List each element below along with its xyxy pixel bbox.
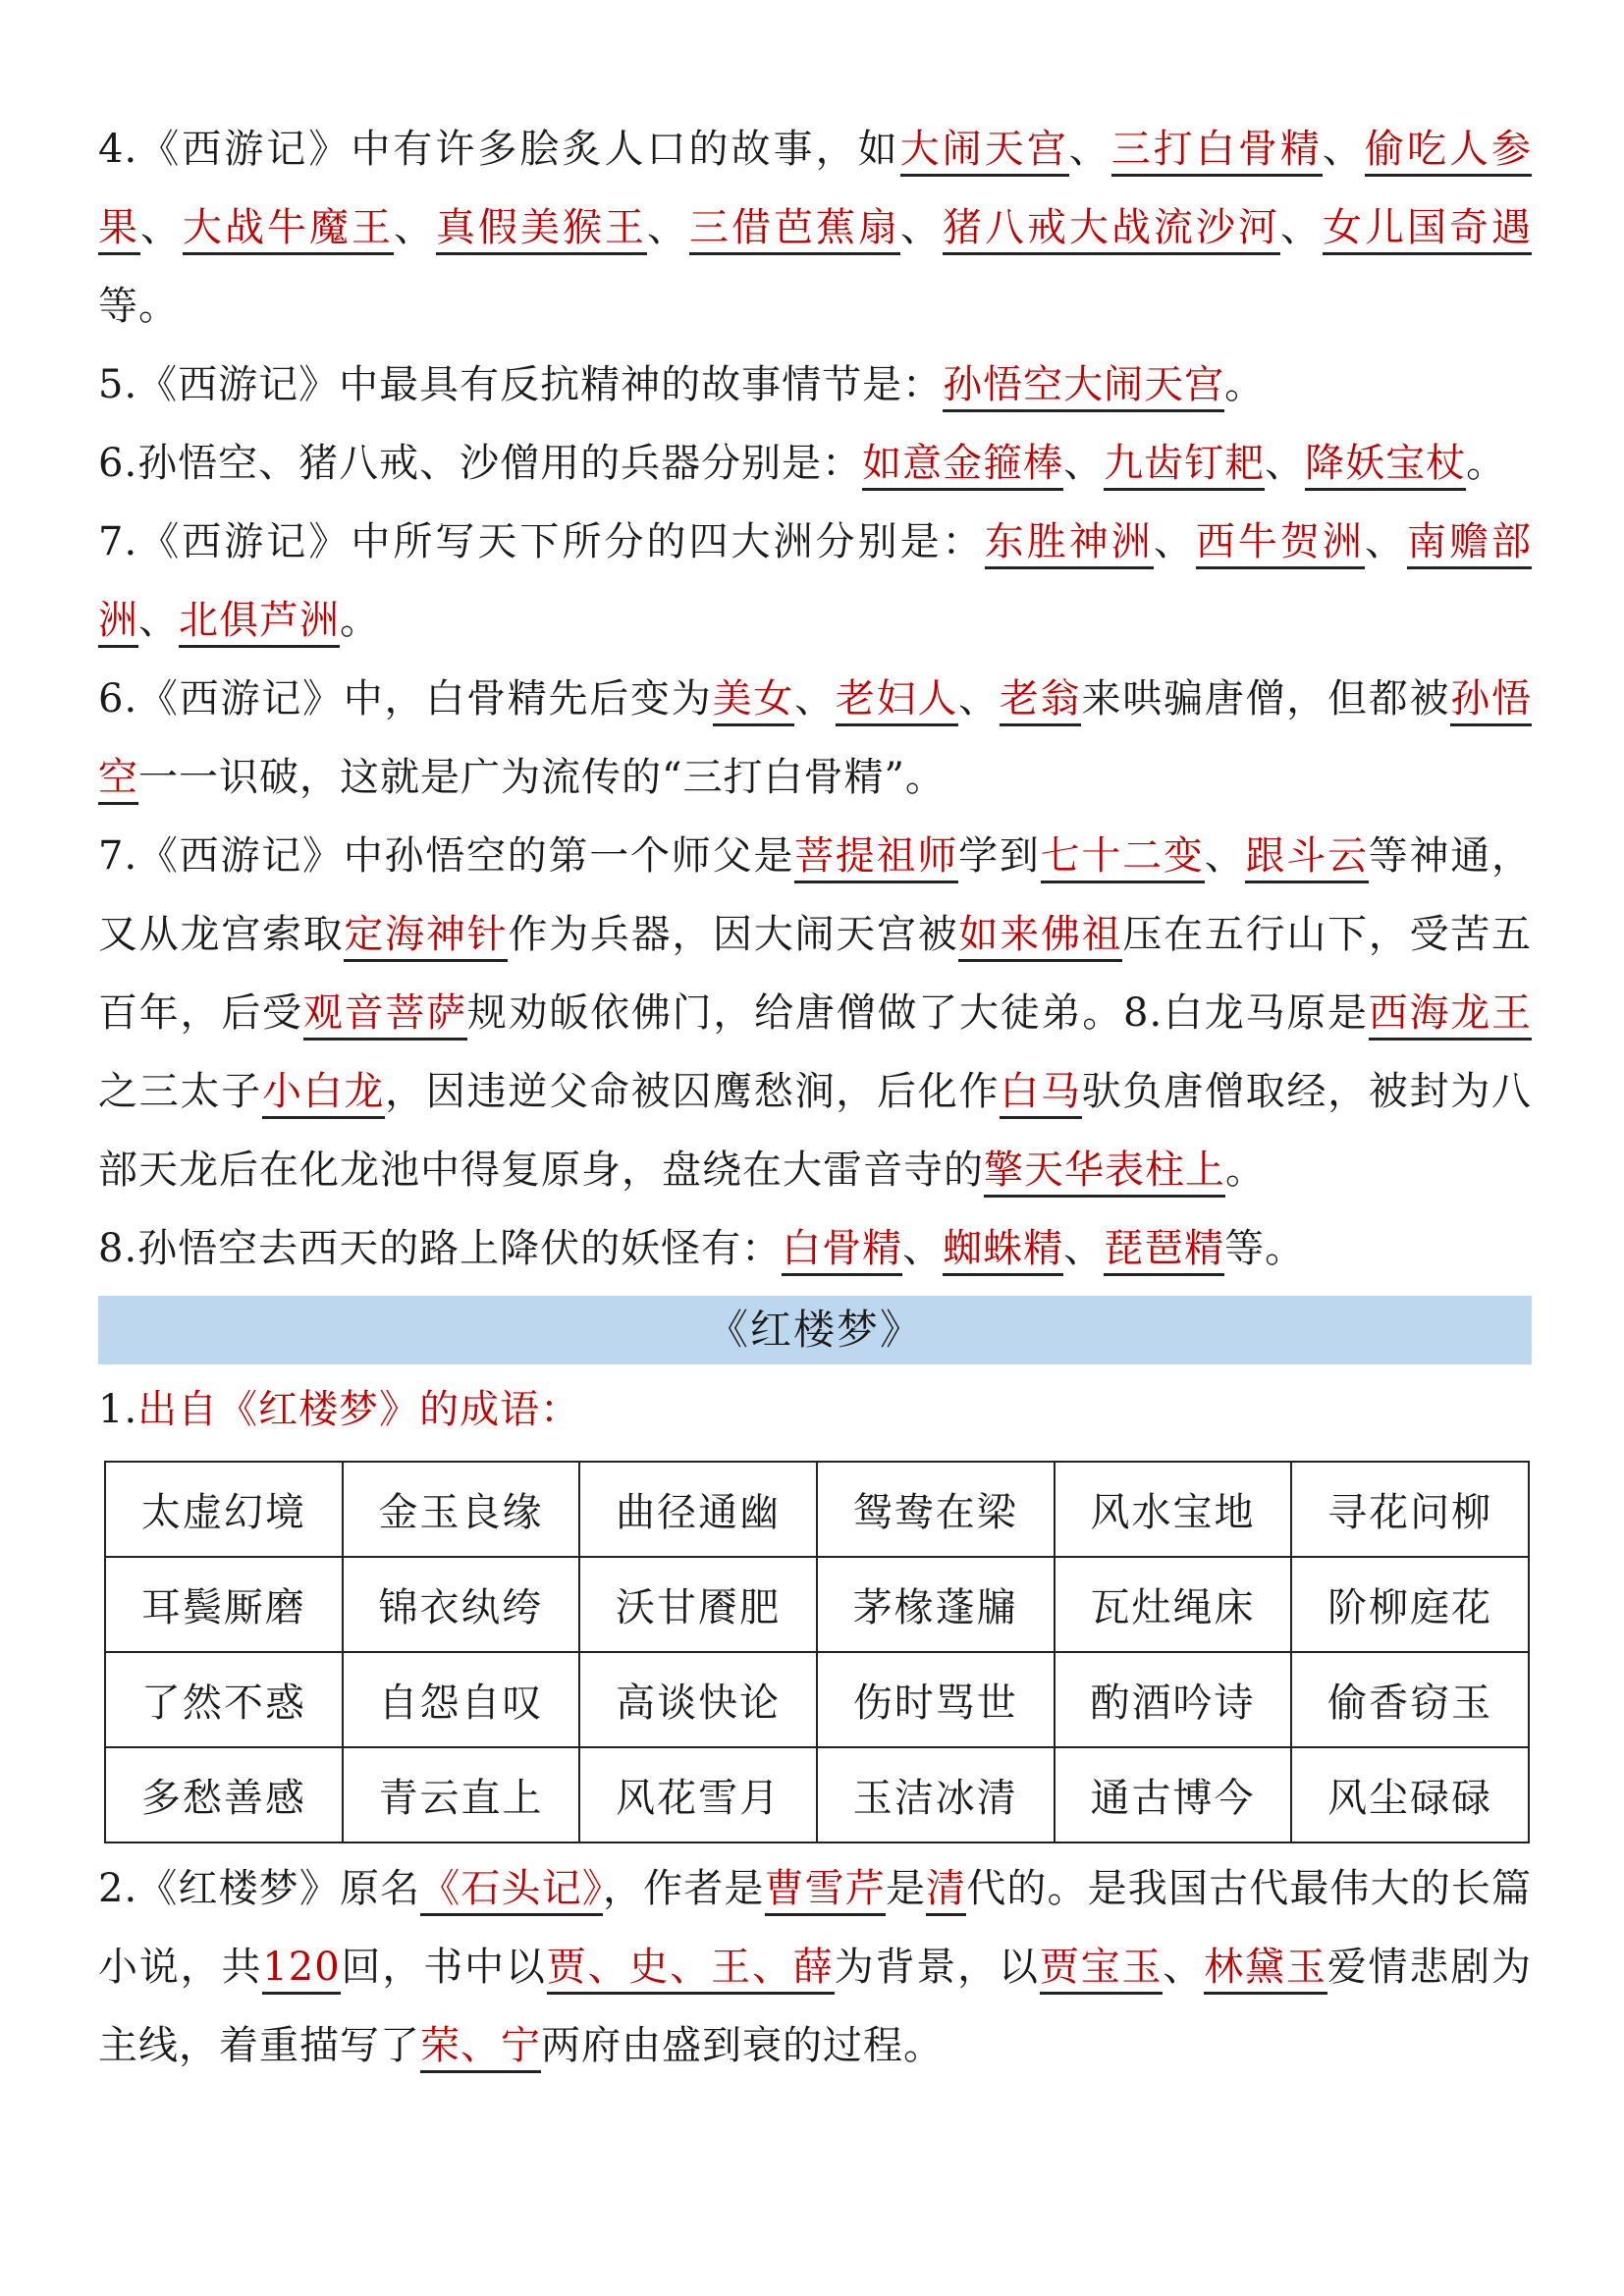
question-text: 、 (138, 598, 179, 643)
answer-blank: 九齿钉耙 (1104, 441, 1265, 491)
question-text: 、 (1163, 1945, 1205, 1990)
answer-blank: 偷吃人参果 (98, 127, 1532, 255)
question-q6a (98, 424, 1532, 503)
question-text: 5.《西游记》中最具有反抗精神的故事情节是： (98, 362, 944, 407)
idiom-cell: 风花雪月 (579, 1747, 817, 1842)
idiom-row (105, 1462, 1529, 1557)
answer-blank: 三打白骨精 (1111, 127, 1323, 177)
answer-blank: 白骨精 (782, 1226, 902, 1276)
question-text: 两府由盛到衰的过程。 (541, 2023, 944, 2068)
question-q6b (98, 660, 1532, 817)
question-text: 、 (394, 205, 436, 250)
answer-blank: 孙悟空大闹天宫 (943, 362, 1224, 412)
question-text: 、 (1322, 127, 1365, 172)
answer-blank: 孙悟空 (98, 676, 1532, 805)
answer-blank: 蜘蛛精 (943, 1226, 1063, 1276)
answer-blank: 曹雪芹 (765, 1866, 886, 1916)
question-text: 。 (1224, 362, 1266, 407)
idiom-cell: 锦衣纨绔 (343, 1557, 580, 1652)
question-text: 是 (885, 1866, 927, 1911)
question-text: 一一识破，这就是广为流传的“三打白骨精”。 (138, 755, 946, 800)
question-q5 (98, 346, 1532, 424)
idiom-cell: 阶柳庭花 (1291, 1557, 1529, 1652)
question-text: 6.《西游记》中，白骨精先后变为 (98, 676, 713, 721)
idiom-cell: 风尘碌碌 (1291, 1747, 1529, 1842)
answer-blank: 贾宝玉 (1040, 1945, 1164, 1995)
question-text: 、 (1068, 127, 1111, 172)
question-text: 压在五行山下，受苦五百年，后受 (98, 912, 1533, 1036)
idiom-cell: 瓦灶绳床 (1055, 1557, 1292, 1652)
question-text: 回，书中以 (340, 1945, 547, 1990)
question-text: 、 (1280, 205, 1323, 250)
question-q7b (98, 817, 1532, 1209)
idioms-table-wrap (98, 1461, 1532, 1843)
answer-blank: 120 (262, 1945, 340, 1995)
answer-blank: 南赡部洲 (98, 519, 1532, 648)
idiom-cell: 酌酒吟诗 (1055, 1652, 1292, 1747)
answer-blank: 跟斗云 (1245, 833, 1368, 883)
answer-blank: 三借芭蕉扇 (689, 205, 900, 255)
idiom-cell: 高谈快论 (579, 1652, 817, 1747)
answer-blank: 猪八戒大战流沙河 (943, 205, 1280, 255)
question-q8 (98, 1209, 1532, 1288)
answer-blank: 贾、史、王、薛 (547, 1945, 835, 1995)
answer-blank: 七十二变 (1041, 833, 1205, 883)
answer-blank: 老妇人 (836, 676, 958, 726)
idiom-cell: 沃甘餍肥 (579, 1557, 817, 1652)
answer-blank: 定海神针 (344, 912, 508, 962)
question-text: 代的。是我国古代最伟大的长篇小说，共 (98, 1866, 1533, 1990)
answer-blank: 擎天华表柱上 (984, 1148, 1225, 1198)
question-text: 、 (1265, 441, 1306, 486)
idiom-cell: 通古博今 (1055, 1747, 1292, 1842)
question-text: 、 (900, 205, 943, 250)
idioms-table (104, 1461, 1530, 1843)
idiom-cell: 曲径通幽 (579, 1462, 817, 1557)
question-text: 来哄骗唐僧，但都被 (1081, 676, 1451, 721)
question-text: 、 (794, 676, 836, 721)
question-text: 、 (1204, 833, 1246, 879)
question-text: 、 (140, 205, 183, 250)
answer-blank: 菩提祖师 (794, 833, 958, 883)
question-text: 、 (1153, 519, 1196, 564)
answer-blank: 北俱芦洲 (179, 598, 340, 648)
idiom-cell: 茅椽蓬牖 (817, 1557, 1055, 1652)
question-text: 、 (647, 205, 689, 250)
question-text: 。 (1466, 441, 1507, 486)
question-text: 7.《西游记》中孙悟空的第一个师父是 (98, 833, 795, 879)
question-text: 、 (1063, 1226, 1105, 1271)
xiyouji-questions (98, 110, 1532, 1288)
question-text: 6.孙悟空、猪八戒、沙僧用的兵器分别是： (98, 441, 863, 486)
idioms-intro (98, 1370, 1532, 1449)
question-text: 学到 (958, 833, 1041, 879)
section-banner-hongloumeng (98, 1296, 1532, 1364)
idiom-cell: 青云直上 (343, 1747, 580, 1842)
idiom-cell: 寻花问柳 (1291, 1462, 1529, 1557)
answer-blank: 林黛玉 (1204, 1945, 1327, 1995)
idiom-cell: 玉洁冰清 (817, 1747, 1055, 1842)
idiom-cell: 自怨自叹 (343, 1652, 580, 1747)
answer-blank: 《石头记》 (420, 1866, 603, 1916)
question-text: 。 (340, 598, 380, 643)
question-text: 为背景，以 (834, 1945, 1040, 1990)
answer-blank: 西牛贺洲 (1196, 519, 1365, 569)
idioms-intro-number: 1. (98, 1387, 138, 1432)
answer-blank: 西海龙王 (1369, 990, 1532, 1041)
question-q7a (98, 503, 1532, 660)
question-q4 (98, 110, 1532, 346)
answer-blank: 大战牛魔王 (183, 205, 394, 255)
answer-blank: 大闹天宫 (900, 127, 1069, 177)
answer-blank: 女儿国奇遇 (1323, 205, 1532, 255)
answer-blank: 白马 (1000, 1069, 1081, 1119)
question-text: 等。 (1224, 1226, 1306, 1271)
answer-blank: 如来佛祖 (958, 912, 1122, 962)
answer-blank: 降妖宝杖 (1305, 441, 1466, 491)
answer-blank: 观音菩萨 (303, 990, 467, 1041)
answer-blank: 老翁 (1000, 676, 1082, 726)
question-text: 之三太子 (98, 1069, 262, 1114)
content-area (98, 110, 1532, 2085)
idiom-cell: 太虚幻境 (105, 1462, 343, 1557)
answer-blank: 小白龙 (262, 1069, 385, 1119)
question-text: 等神通，又从龙宫索取 (98, 833, 1533, 957)
banner-title: 《红楼梦》 (706, 1306, 923, 1354)
question-text: 8.孙悟空去西天的路上降伏的妖怪有： (98, 1226, 783, 1271)
answer-blank: 琵琶精 (1104, 1226, 1224, 1276)
idiom-cell: 伤时骂世 (817, 1652, 1055, 1747)
answer-blank: 荣、宁 (420, 2023, 541, 2073)
question-text: 规劝皈依佛门，给唐僧做了大徒弟。8.白龙马原是 (466, 990, 1369, 1036)
question-text: 、 (1364, 519, 1407, 564)
question-text: 、 (1063, 441, 1105, 486)
question-text: 。 (1225, 1148, 1266, 1193)
answer-blank: 真假美猴王 (436, 205, 647, 255)
answer-blank: 东胜神洲 (985, 519, 1154, 569)
idiom-row (105, 1557, 1529, 1652)
idiom-cell: 鸳鸯在梁 (817, 1462, 1055, 1557)
idiom-row (105, 1652, 1529, 1747)
question-text: 驮负唐僧取经，被封为八部天龙后在化龙池中得复原身，盘绕在大雷音寺的 (98, 1069, 1533, 1193)
question-text: 、 (902, 1226, 944, 1271)
question-text: 、 (958, 676, 1000, 721)
question-text: 7.《西游记》中所写天下所分的四大洲分别是： (98, 519, 985, 564)
idiom-cell: 金玉良缘 (343, 1462, 580, 1557)
idioms-intro-text: 出自《红楼梦》的成语： (137, 1387, 581, 1432)
idiom-row (105, 1747, 1529, 1842)
question-text: ，作者是 (602, 1866, 765, 1911)
answer-blank: 美女 (713, 676, 795, 726)
idiom-cell: 偷香窃玉 (1291, 1652, 1529, 1747)
question-text: 2.《红楼梦》原名 (98, 1866, 421, 1911)
question-hongloumeng-2 (98, 1849, 1532, 2085)
question-text: 爱情悲剧为主线，着重描写了 (98, 1945, 1533, 2068)
idiom-cell: 多愁善感 (105, 1747, 343, 1842)
idiom-cell: 了然不惑 (105, 1652, 343, 1747)
question-text: 等。 (98, 284, 179, 329)
idiom-cell: 耳鬓厮磨 (105, 1557, 343, 1652)
answer-blank: 如意金箍棒 (862, 441, 1063, 491)
question-text: 4.《西游记》中有许多脍炙人口的故事，如 (98, 127, 900, 172)
question-text: 作为兵器，因大闹天宫被 (508, 912, 959, 957)
idiom-cell: 风水宝地 (1055, 1462, 1292, 1557)
question-text: ，因违逆父命被囚鹰愁涧，后化作 (385, 1069, 1001, 1114)
answer-blank: 清 (926, 1866, 966, 1916)
